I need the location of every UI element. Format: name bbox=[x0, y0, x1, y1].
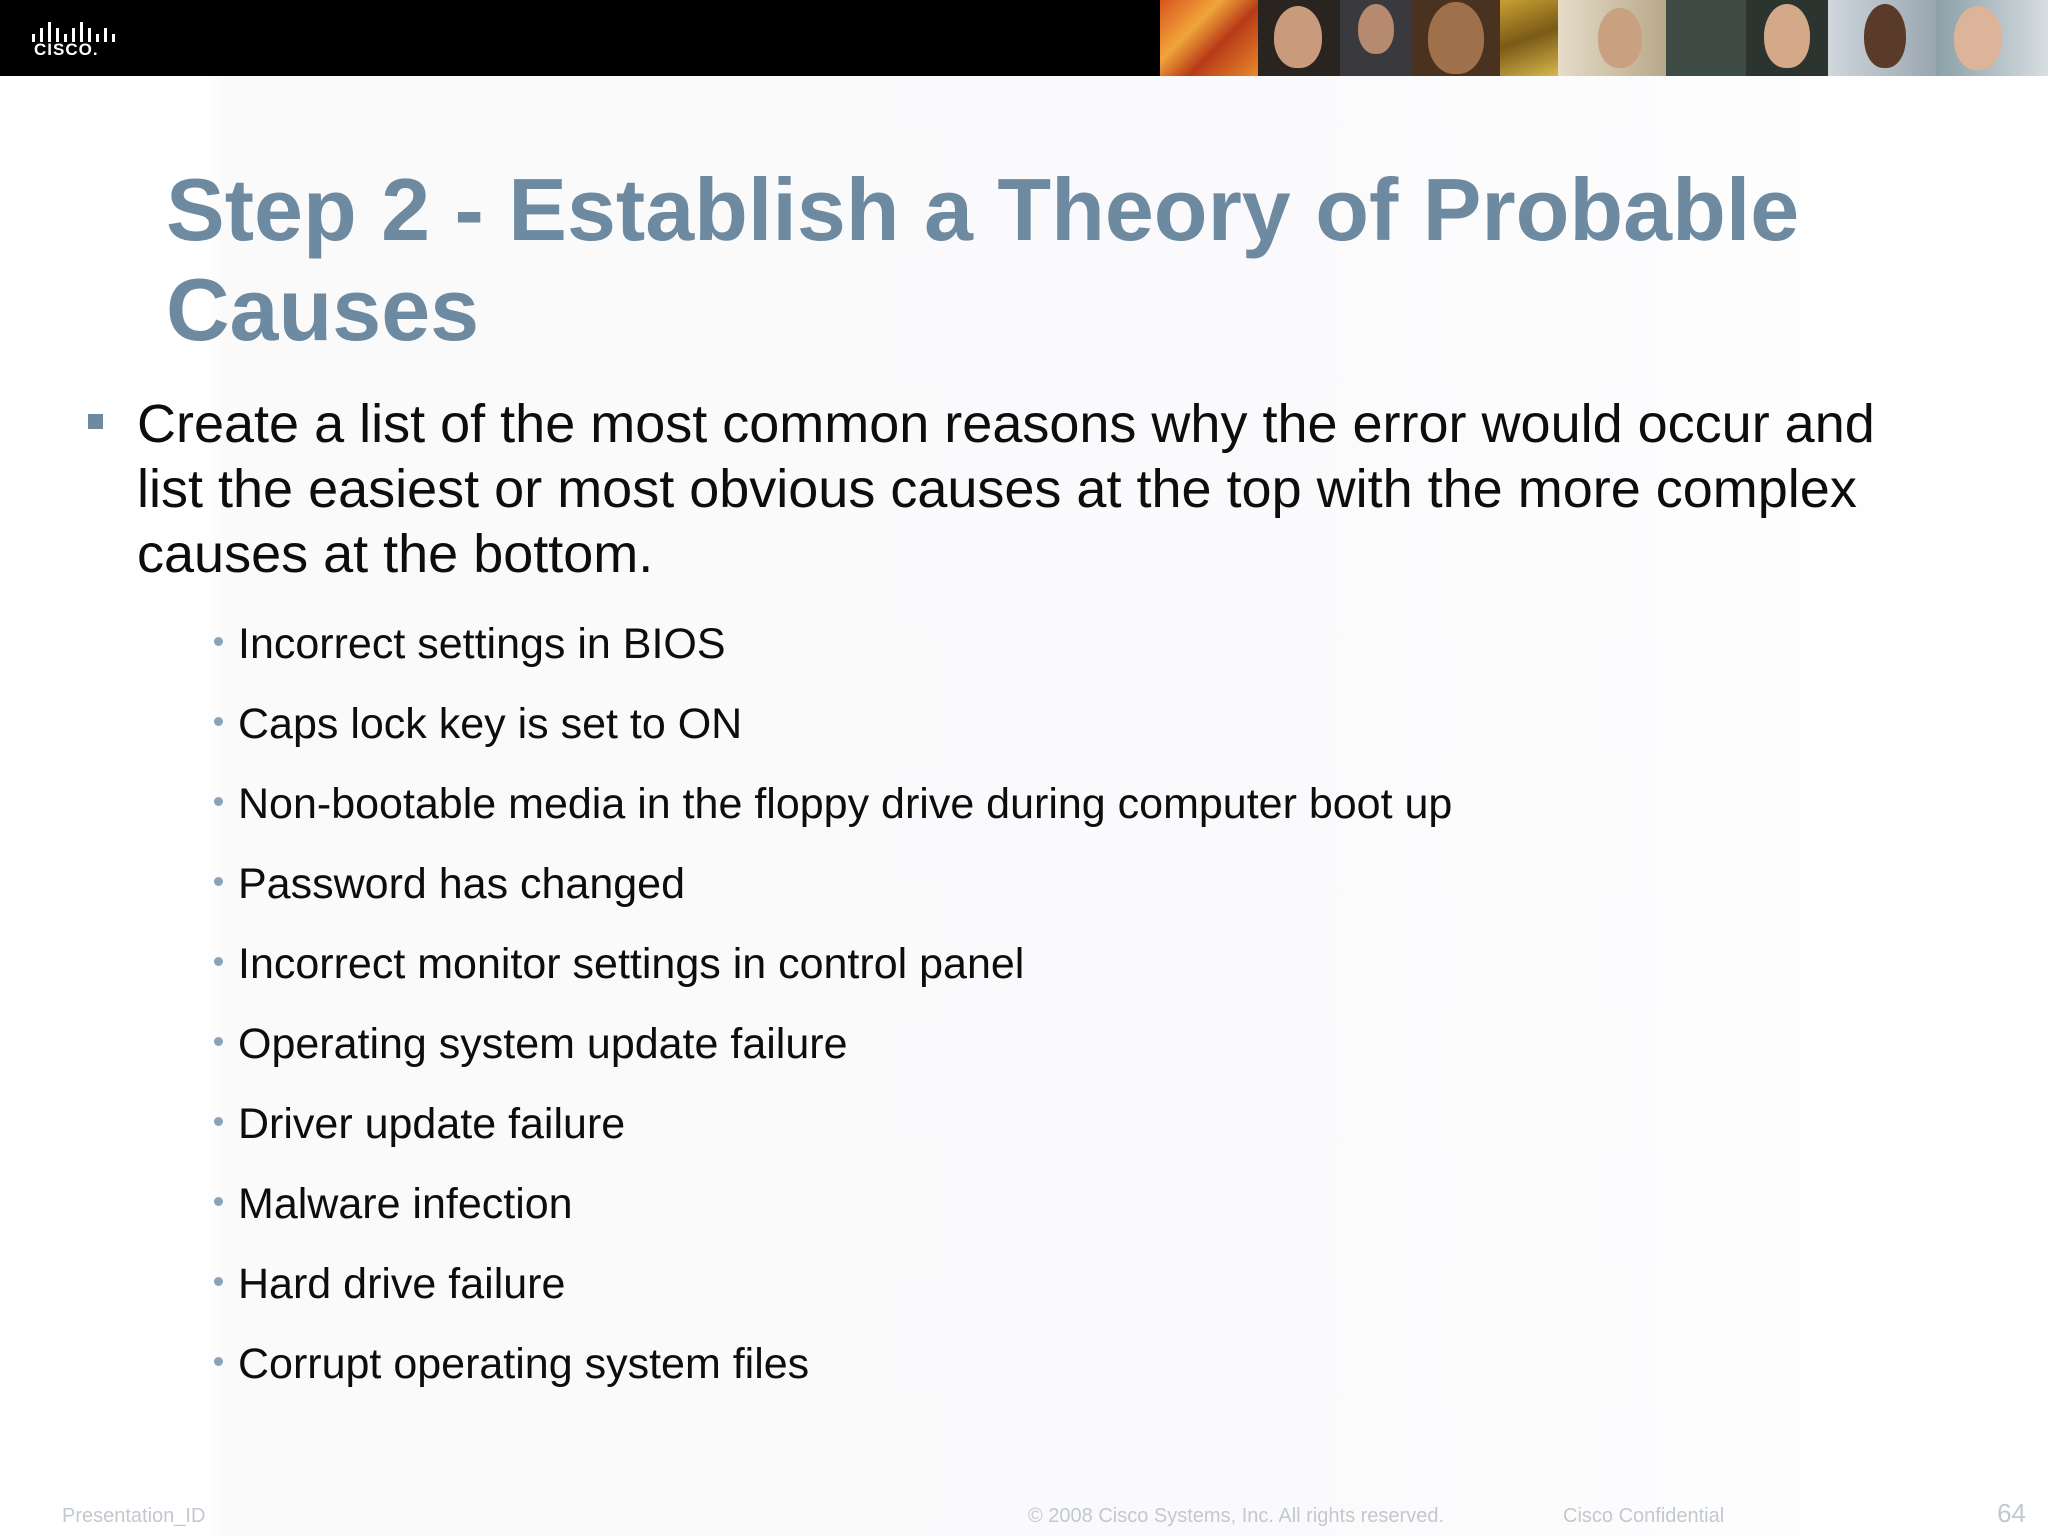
slide-title: Step 2 - Establish a Theory of Probable Causes bbox=[166, 160, 1800, 359]
list-item-text: Operating system update failure bbox=[238, 1020, 848, 1068]
list-item-text: Malware infection bbox=[238, 1180, 573, 1228]
photo-chalkboard bbox=[1666, 0, 1746, 76]
list-item-text: Incorrect monitor settings in control panel bbox=[238, 940, 1025, 988]
photo-person bbox=[1340, 0, 1412, 76]
header-photo-strip bbox=[1160, 0, 2048, 76]
footer-confidential: Cisco Confidential bbox=[1563, 1505, 1725, 1527]
list-item-text: Incorrect settings in BIOS bbox=[238, 620, 726, 668]
list-item-text: Caps lock key is set to ON bbox=[238, 700, 743, 748]
cisco-logo-text: CISCO. bbox=[34, 40, 99, 59]
photo-abstract-art bbox=[1160, 0, 1258, 76]
round-bullet-icon bbox=[214, 637, 223, 646]
photo-person bbox=[1258, 0, 1340, 76]
square-bullet-icon bbox=[88, 414, 103, 429]
round-bullet-icon bbox=[214, 1197, 223, 1206]
footer-copyright: © 2008 Cisco Systems, Inc. All rights reserved. bbox=[1028, 1505, 1445, 1527]
round-bullet-icon bbox=[214, 1357, 223, 1366]
photo-person bbox=[1412, 0, 1500, 76]
photo-person bbox=[1558, 0, 1666, 76]
photo-abstract-art bbox=[1500, 0, 1558, 76]
photo-person bbox=[1746, 0, 1828, 76]
round-bullet-icon bbox=[214, 1037, 223, 1046]
round-bullet-icon bbox=[214, 957, 223, 966]
photo-person bbox=[1828, 0, 1936, 76]
photo-person bbox=[1936, 0, 2048, 76]
list-item-text: Corrupt operating system files bbox=[238, 1340, 810, 1388]
round-bullet-icon bbox=[214, 797, 223, 806]
list-item-text: Driver update failure bbox=[238, 1100, 626, 1148]
list-item-text: Non-bootable media in the floppy drive during computer boot up bbox=[238, 780, 1453, 828]
list-item-text: Hard drive failure bbox=[238, 1260, 566, 1308]
round-bullet-icon bbox=[214, 877, 223, 886]
round-bullet-icon bbox=[214, 1117, 223, 1126]
list-item-text: Password has changed bbox=[238, 860, 686, 908]
page-number: 64 bbox=[1997, 1498, 2026, 1528]
round-bullet-icon bbox=[214, 717, 223, 726]
footer-presentation-id: Presentation_ID bbox=[62, 1505, 206, 1527]
header-bar bbox=[0, 0, 2048, 76]
main-bullet-text: Create a list of the most common reasons why the error would occur and list the easiest or most obvious causes at the top with the more complex causes at the bottom. bbox=[137, 394, 1875, 584]
round-bullet-icon bbox=[214, 1277, 223, 1286]
